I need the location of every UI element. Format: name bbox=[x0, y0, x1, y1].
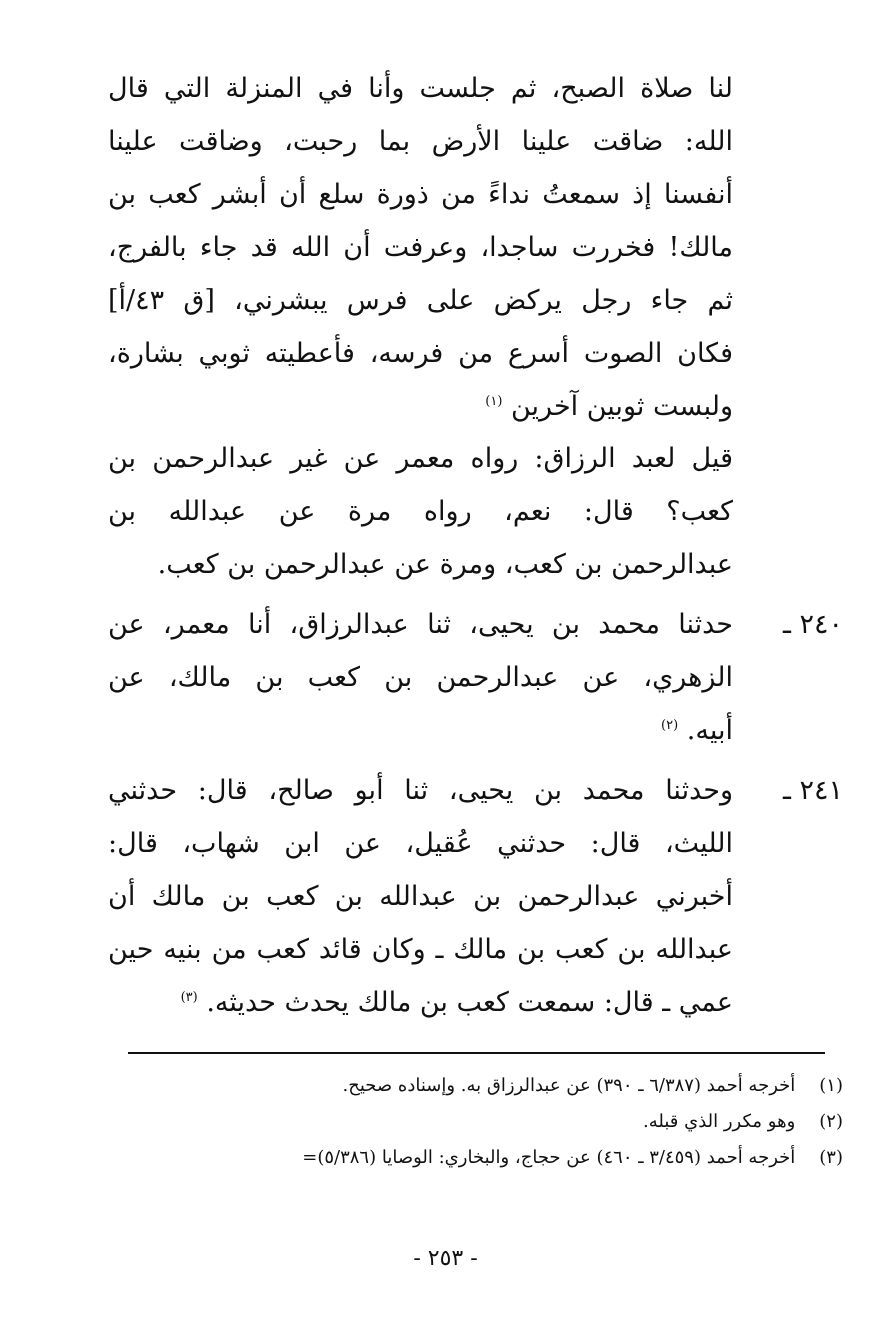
footnote-text: أخرجه أحمد (٦/٣٨٧ ـ ٣٩٠) عن عبدالرزاق به. وإسناده صحيح. bbox=[342, 1075, 796, 1096]
intro-line: مالك! فخررت ساجدا، وعرفت أن الله قد جاء بالفرج، bbox=[108, 232, 733, 263]
footnote-ref-3: (٣) bbox=[180, 990, 198, 1005]
page-number: - ٢٥٣ - bbox=[413, 1246, 478, 1271]
footnote-3 bbox=[108, 1140, 843, 1176]
intro-line: لنا صلاة الصبح، ثم جلست وأنا في المنزلة التي قال bbox=[108, 73, 733, 104]
intro-line: ثم جاء رجل يركض على فرس يبشرني، [ق ٤٣/أ] bbox=[108, 285, 733, 316]
hadith-body bbox=[108, 598, 733, 757]
hadith-240 bbox=[108, 598, 843, 757]
footnote-text: أخرجه أحمد (٣/٤٥٩ ـ ٤٦٠) عن حجاج، والبخاري: الوصايا (٥/٣٨٦)= bbox=[302, 1147, 796, 1168]
comment-line: قيل لعبد الرزاق: رواه معمر عن غير عبدالرحمن بن bbox=[108, 443, 733, 474]
comment-line: كعب؟ قال: نعم، رواه مرة عن عبدالله بن bbox=[108, 496, 733, 527]
hadith-line: عبدالله بن كعب بن مالك ـ وكان قائد كعب من بنيه حين bbox=[108, 934, 733, 965]
footnote-ref-2: (٢) bbox=[661, 718, 679, 733]
intro-line: الله: ضاقت علينا الأرض بما رحبت، وضاقت علينا bbox=[108, 126, 733, 157]
footnote-separator bbox=[128, 1052, 825, 1054]
hadith-number: ٢٤٠ ـ bbox=[782, 609, 843, 640]
hadith-line-text: عمي ـ قال: سمعت كعب بن مالك يحدث حديثه. bbox=[206, 987, 733, 1018]
hadith-241 bbox=[108, 764, 843, 1029]
footnote-text: وهو مكرر الذي قبله. bbox=[643, 1111, 796, 1132]
footnote-number: (١) bbox=[819, 1075, 843, 1096]
hadith-number: ٢٤١ ـ bbox=[782, 775, 843, 806]
hadith-line-last bbox=[108, 704, 733, 757]
hadith-body bbox=[108, 764, 733, 1029]
intro-line-text: ولبست ثوبين آخرين bbox=[510, 391, 733, 422]
hadith-line: وحدثنا محمد بن يحيى، ثنا أبو صالح، قال: حدثني bbox=[108, 775, 733, 806]
footnote-2 bbox=[108, 1104, 843, 1140]
footnote-1 bbox=[108, 1068, 843, 1104]
hadith-line-text: أبيه. bbox=[686, 715, 733, 746]
comment-line: عبدالرحمن بن كعب، ومرة عن عبدالرحمن بن كعب. bbox=[157, 549, 733, 580]
footnote-ref-1: (١) bbox=[485, 394, 503, 409]
commentary-paragraph bbox=[108, 432, 733, 591]
hadith-line-last bbox=[108, 976, 733, 1029]
hadith-line: أخبرني عبدالرحمن بن عبدالله بن كعب بن مالك أن bbox=[108, 881, 733, 912]
hadith-line: الليث، قال: حدثني عُقيل، عن ابن شهاب، قال: bbox=[108, 828, 733, 859]
intro-line-last bbox=[108, 380, 733, 433]
intro-paragraph bbox=[108, 62, 733, 433]
footnotes bbox=[108, 1068, 843, 1176]
intro-line: فكان الصوت أسرع من فرسه، فأعطيته ثوبي بشارة، bbox=[108, 338, 733, 369]
footnote-number: (٣) bbox=[819, 1147, 843, 1168]
footnote-number: (٢) bbox=[819, 1111, 843, 1132]
hadith-line: حدثنا محمد بن يحيى، ثنا عبدالرزاق، أنا معمر، عن bbox=[108, 609, 733, 640]
intro-line: أنفسنا إذ سمعتُ نداءً من ذورة سلع أن أبشر كعب بن bbox=[108, 179, 733, 210]
hadith-line: الزهري، عن عبدالرحمن بن كعب بن مالك، عن bbox=[108, 662, 733, 693]
